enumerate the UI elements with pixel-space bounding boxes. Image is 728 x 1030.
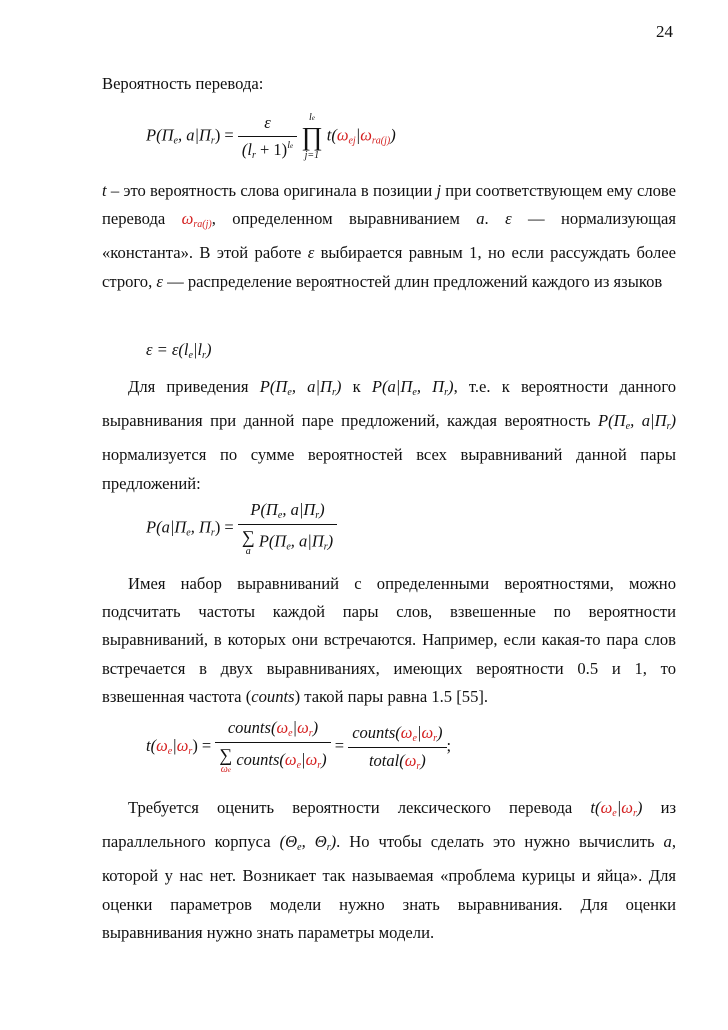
fraction: $\frac{\varepsilon}{(l_r + 1)^{le}}$	[238, 113, 297, 161]
product-operator: le ∏ j=1	[301, 112, 323, 161]
equation-normalization: $P(a|\Pi_e$, $\Pi_r$) = $P(\Pi_e$, $a|\Pi_r$) ∑ a $P(\Pi_e$, $a|\Pi_r$)	[146, 500, 337, 557]
sum-operator: ∑ a	[241, 527, 255, 557]
equation-lexical-translation: $t(\omega_e|\omega_r)$ = $counts(\omega_e|\omega_r)$ ∑ ωe $counts(\omega_e|\omega_r)$ = $\frac{counts(\omega_e|\omega_r)}{total(\omega_r)}$ ;	[146, 718, 452, 775]
paragraph-2: Для приведения $P(\Pi_e$, $a|\Pi_r$) к $P(a|\Pi_e$, $\Pi_r$), т.е. к вероятности данного выравнивания при данной паре предложений, каждая вероятность $P(\Pi_e$, $a|\Pi_r$) нормализуется по сумме вероятностей всех выравниваний данной пары предложений:	[102, 377, 677, 493]
intro-text: Вероятность перевода:	[102, 74, 264, 93]
paragraph-3: Имея набор выравниваний с определенными вероятностями, можно подсчитать частоты каждой пары слов, взвешенные по вероятности выравниваний, в которых они встречаются. Например, если какая-то пара слов встречается в двух выравниваниях, имеющих вероятности 0.5 и 1, то взвешенная частота (counts) такой пары равна 1.5 [55].	[102, 574, 676, 706]
fraction: $P(\Pi_e$, $a|\Pi_r$) ∑ a $P(\Pi_e$, $a|\Pi_r$)	[238, 500, 337, 557]
sum-operator: ∑ ωe	[219, 745, 233, 775]
page-number: 24	[656, 22, 673, 41]
equation-epsilon: $\varepsilon = \varepsilon(l_e|l_r)$	[146, 340, 212, 361]
fraction-total: $\frac{counts(\omega_e|\omega_r)}{total(\omega_r)}$	[348, 723, 446, 772]
fraction-counts: $counts(\omega_e|\omega_r)$ ∑ ωe $counts(\omega_e|\omega_r)$	[215, 718, 330, 776]
equation-translation-probability: $P(\Pi_e$, $a|\Pi_r$) = $\frac{\varepsilon}{(l_r + 1)^{le}}$ le ∏ j=1 $t(\omega_{ej}|\omega_{ra(j)})$	[146, 112, 396, 161]
paragraph-4: Требуется оценить вероятности лексического перевода $t(\omega_e|\omega_r)$ из параллельного корпуса ($\Theta_e$, $\Theta_r$). Но чтобы сделать это нужно вычислить a, которой у нас нет. Возникает так называемая «проблема курицы и яйца». Для оценки параметров модели нужно знать выравнивания. Для оценки выравнивания нужно знать параметры модели.	[102, 798, 677, 942]
paragraph-1: t – это вероятность слова оригинала в позиции j при соответствующем ему слове перевода $\omega_{ra(j)}$, определенном выравниванием a. ε — нормализующая «константа». В этой работе ε выбирается равным 1, но если рассуждать более строго, ε — распределение вероятностей длин предложений каждого из языков	[102, 181, 676, 291]
